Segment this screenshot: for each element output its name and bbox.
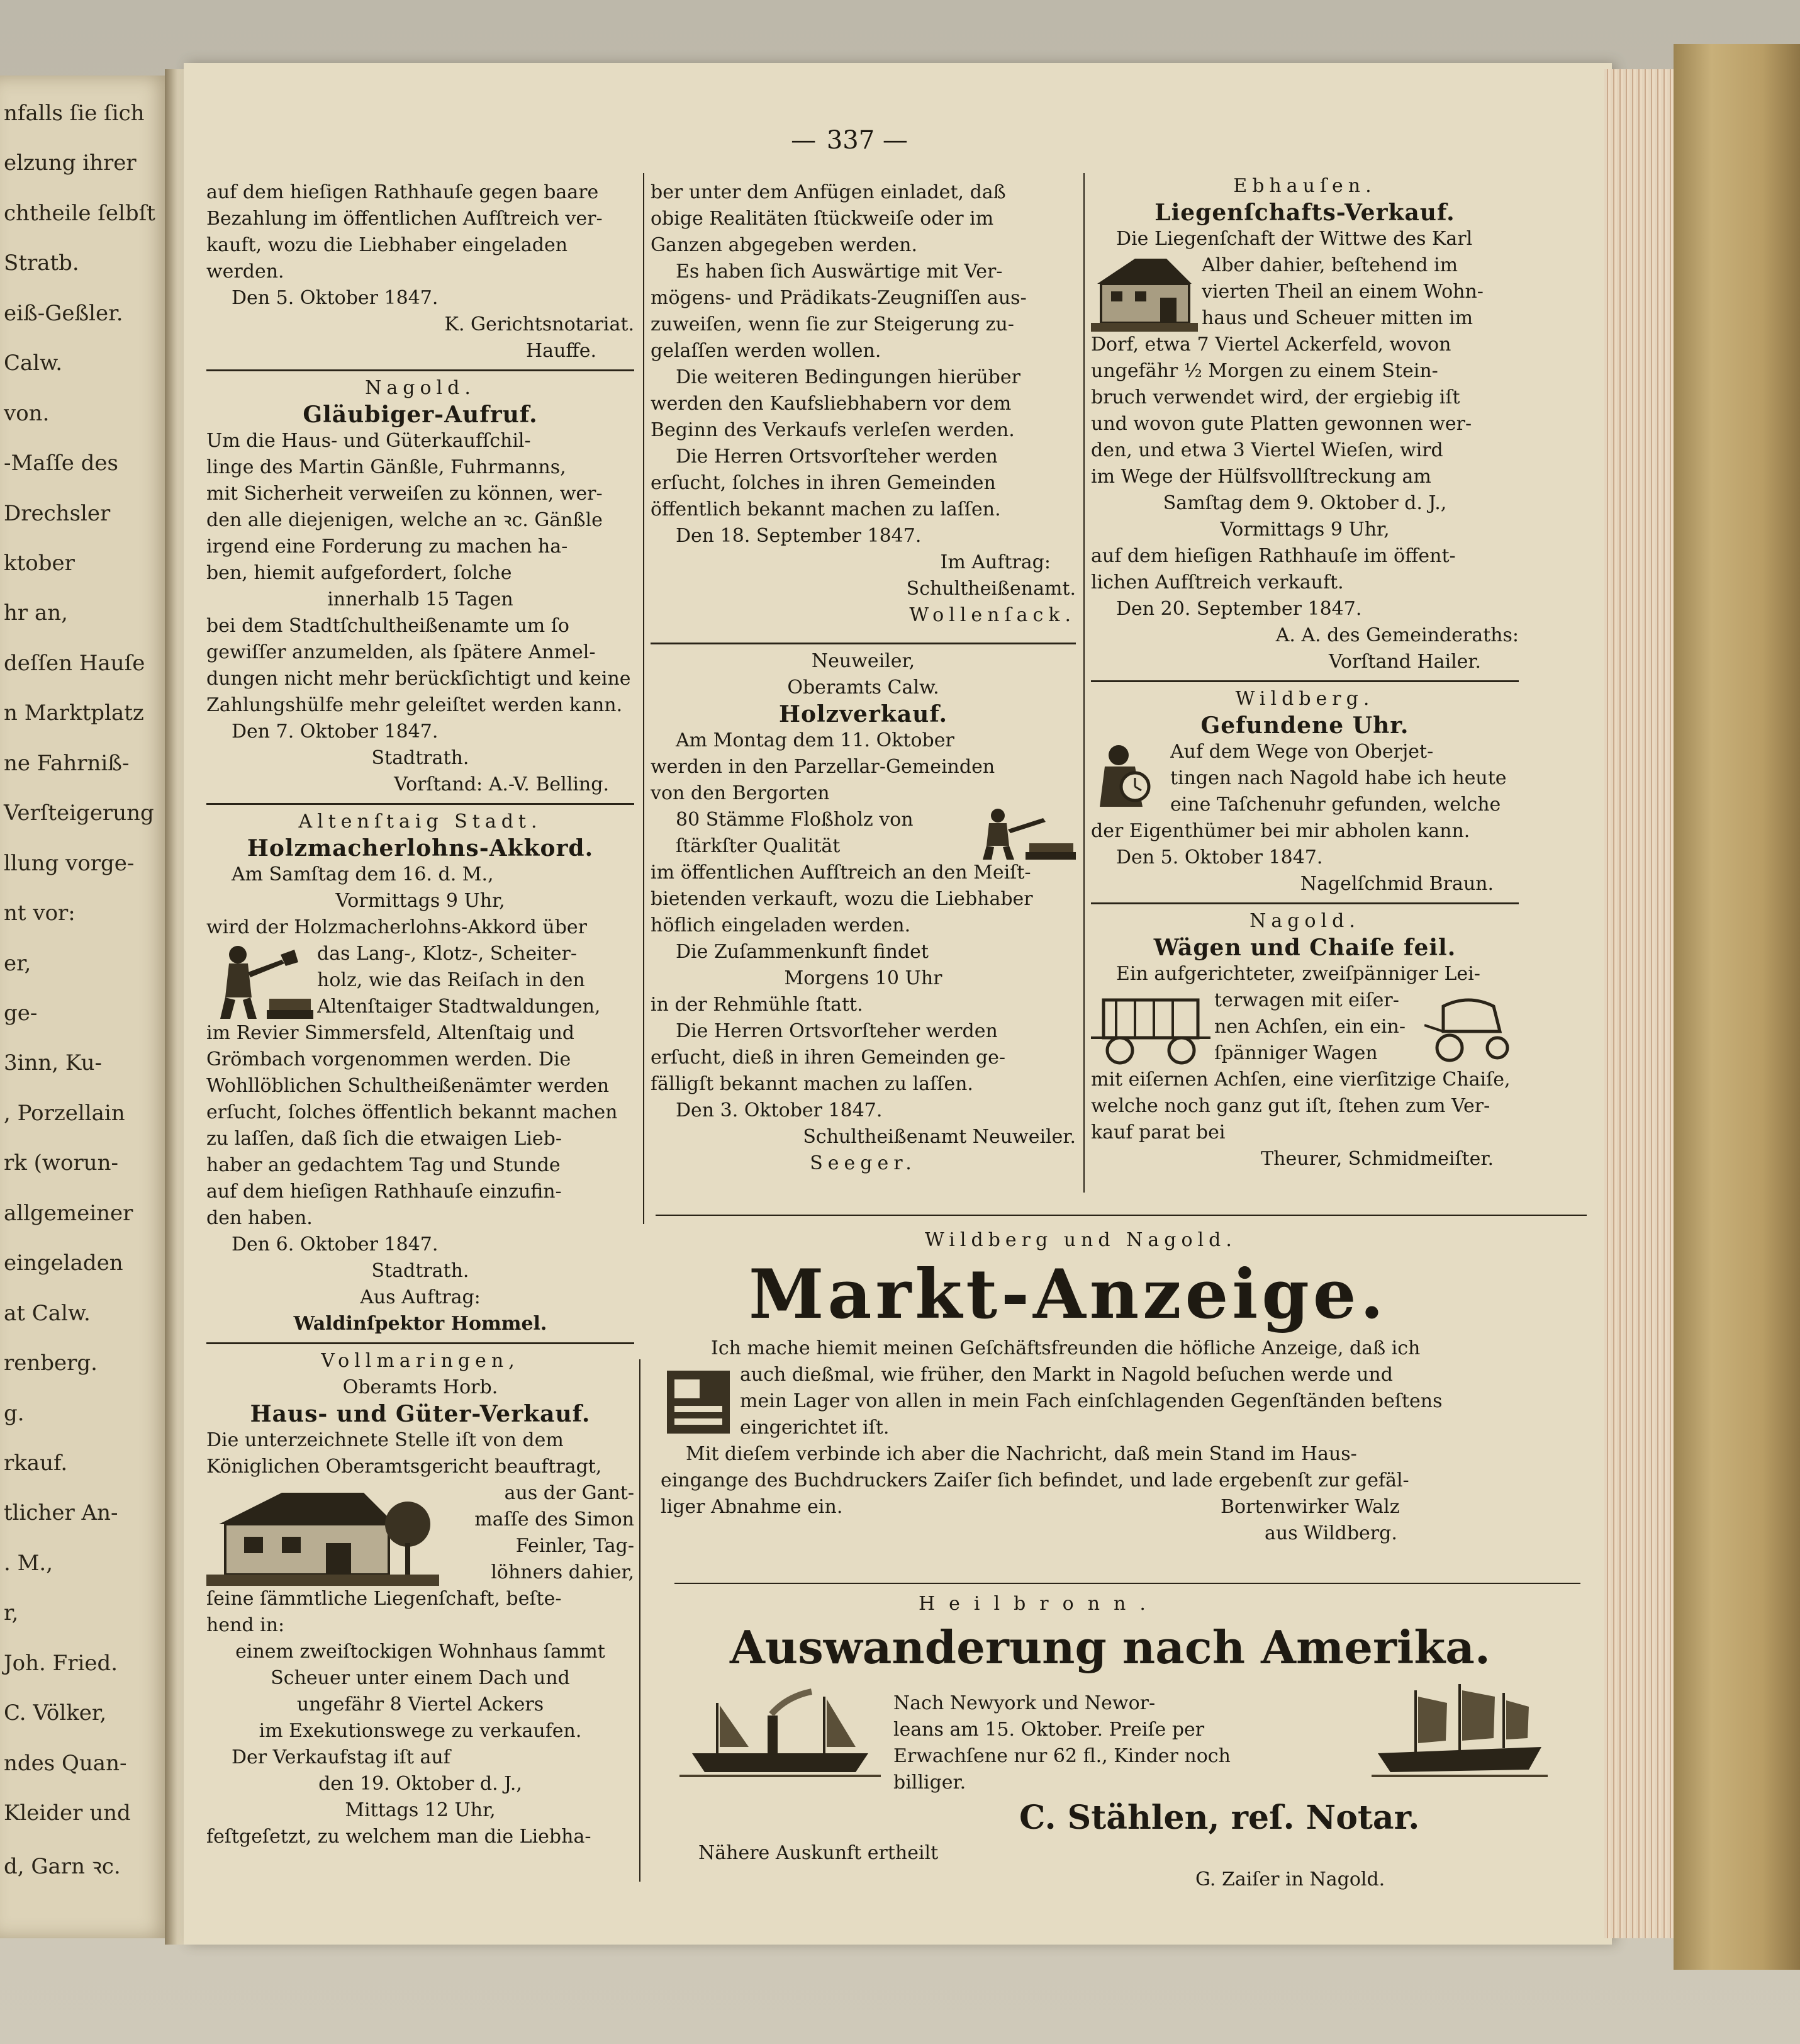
house-illustration-icon (206, 1480, 439, 1586)
text-line: eingange des Buchdruckers Zaiſer ſich befindet, und lade ergebenſt zur gefäl- (661, 1469, 1409, 1491)
notice-signature: Schultheißenamt. (906, 578, 1076, 600)
woodcutter-illustration-icon (969, 807, 1076, 860)
text-line: zuweiſen, wenn ſie zur Steigerung zu- (651, 313, 1014, 335)
previous-page-fragment: Calw. (4, 351, 63, 376)
notice-signature: Hauffe. (526, 340, 596, 362)
text-line: feſtgeſetzt, zu welchem man die Liebha- (206, 1826, 591, 1848)
text-line: den, und etwa 3 Viertel Wieſen, wird (1091, 439, 1443, 461)
previous-page-fragment: deſſen Hauſe (4, 650, 145, 676)
previous-page-fragment: allgemeiner (4, 1200, 133, 1226)
notice-title: Gläubiger-Aufruf. (303, 402, 538, 428)
column-3 (1091, 173, 1519, 1172)
text-line: werden in den Parzellar-Gemeinden (651, 756, 995, 778)
notice-title: Markt-Anzeige. (749, 1255, 1388, 1334)
notary-signature: C. Stählen, reſ. Notar. (1019, 1799, 1420, 1837)
markt-anzeige-notice (661, 1227, 1529, 1547)
woodcut-block (206, 941, 634, 1020)
page-edges (1604, 69, 1680, 1938)
text-line: werden. (206, 261, 284, 283)
text-line: linge des Martin Gänßle, Fuhrmanns, (206, 456, 566, 478)
text-line: Vormittags 9 Uhr, (1220, 519, 1390, 541)
divider (206, 1342, 634, 1344)
column-divider (1083, 173, 1085, 1193)
continued-notice (206, 179, 634, 364)
text-line: mein Lager von allen in mein Fach einſchlagenden Gegenſtänden beſtens (740, 1390, 1443, 1412)
previous-page-fragment: rk (worun- (4, 1150, 119, 1176)
continued-notice (651, 179, 1076, 629)
text-line: im Revier Simmersfeld, Altenſtaig und (206, 1022, 574, 1044)
text-line: gewiſſer anzumelden, als ſpätere Anmel- (206, 641, 596, 663)
previous-page-fragment: Drechsler (4, 500, 111, 526)
previous-page-fragment: nfalls ſie ſich (4, 101, 145, 126)
text-line: mögens- und Prädikats-Zeugniſſen aus- (651, 287, 1027, 309)
text-line: Zahlungshülfe mehr geleiſtet werden kann. (206, 694, 623, 716)
text-line: Vormittags 9 Uhr, (335, 890, 505, 912)
previous-page-fragment: . M., (4, 1550, 53, 1576)
text-line: haus und Scheuer mitten im (1202, 307, 1473, 329)
text-line: Dorf, etwa 7 Viertel Ackerfeld, wovon (1091, 334, 1451, 356)
text-line: bei dem Stadtſchultheißenamte um ſo (206, 615, 569, 637)
previous-page-fragment: , Porzellain (4, 1100, 125, 1126)
notice-place: Altenſtaig Stadt. (298, 811, 542, 833)
previous-page-fragment: nt vor: (4, 901, 75, 926)
text-line: auf dem hieſigen Rathhauſe gegen baare (206, 181, 599, 203)
text-line: dungen nicht mehr berückſichtigt und keine (206, 668, 631, 690)
notice-title: Wägen und Chaiſe feil. (1153, 935, 1456, 961)
text-line: tingen nach Nagold habe ich heute (1170, 767, 1507, 789)
previous-page-fragment: hr an, (4, 600, 68, 626)
divider (1091, 680, 1519, 682)
divider (206, 369, 634, 371)
text-line: lichen Aufſtreich verkauft. (1091, 571, 1344, 593)
text-line: irgend eine Forderung zu machen ha- (206, 536, 568, 558)
notice-signature: Theurer, Schmidmeiſter. (1261, 1148, 1494, 1170)
notice-date: Den 5. Oktober 1847. (1116, 846, 1323, 868)
text-line: terwagen mit eiſer- (1214, 989, 1399, 1011)
text-line: im öffentlichen Aufſtreich an den Meiſt- (651, 862, 1031, 884)
text-line: in der Rehmühle ſtatt. (651, 994, 863, 1016)
notice-signature: Vorſtand: A.-V. Belling. (394, 773, 609, 795)
text-line: ungefähr 8 Viertel Ackers (296, 1693, 544, 1716)
text-line: erſucht, ſolches öffentlich bekannt machen (206, 1101, 618, 1123)
previous-page-fragment: Stratb. (4, 250, 79, 276)
house-illustration-icon (1091, 252, 1198, 332)
text-line: nen Achſen, ein ein- (1214, 1016, 1406, 1038)
previous-page-fragment: d, Garn ꝛc. (4, 1853, 121, 1879)
notice-title: Auswanderung nach Amerika. (730, 1620, 1490, 1674)
text-line: Nach Newyork und Newor- (893, 1692, 1156, 1714)
text-line: im Wege der Hülfsvollſtreckung am (1091, 466, 1431, 488)
column-divider (639, 1359, 640, 1882)
previous-page-fragment: r, (4, 1600, 19, 1626)
book-cover (1674, 44, 1800, 1970)
woodcut-block (206, 1480, 634, 1586)
woodcut-block (1091, 252, 1519, 332)
notice-title: Holzverkauf. (778, 701, 948, 727)
text-line: im Exekutionswege zu verkaufen. (259, 1720, 582, 1742)
previous-page-fragment: eiß-Geßler. (4, 300, 123, 326)
notice-place: Wildberg. (1235, 688, 1375, 710)
previous-page-fragment: -Maſſe des (4, 451, 119, 476)
previous-page-fragment: elzung ihrer (4, 150, 137, 176)
text-line: Bezahlung im öffentlichen Aufſtreich ver- (206, 208, 603, 230)
notice-signature: Stadtrath. (371, 1260, 469, 1282)
text-line: bietenden verkauft, wozu die Liebhaber (651, 888, 1033, 910)
text-line: erſucht, ſolches in ihren Gemeinden (651, 472, 996, 494)
notice-title: Liegenſchafts-Verkauf. (1154, 199, 1455, 226)
page-number-text: 337 (826, 126, 875, 155)
text-line: einem zweiſtockigen Wohnhaus ſammt (235, 1641, 605, 1663)
notice-date: Den 3. Oktober 1847. (676, 1099, 883, 1121)
text-line: Die Liegenſchaft der Wittwe des Karl (1116, 228, 1473, 250)
previous-page-fragment: 3inn, Ku- (4, 1050, 102, 1076)
woodcut-block (651, 807, 1076, 860)
text-line: auf dem hieſigen Rathhauſe einzufin- (206, 1181, 562, 1203)
text-line: Erwachſene nur 62 fl., Kinder noch (893, 1745, 1231, 1767)
text-line: werden den Kaufsliebhabern vor dem (651, 393, 1012, 415)
text-line: wird der Holzmacherlohns-Akkord über (206, 916, 587, 938)
text-line: Altenſtaiger Stadtwaldungen, (317, 996, 601, 1018)
notice-title: Gefundene Uhr. (1200, 712, 1409, 739)
notice-signature: aus Wildberg. (1265, 1522, 1397, 1544)
text-line: kauf parat bei (1091, 1121, 1226, 1143)
text-line: liger Abnahme ein. (661, 1496, 843, 1518)
text-line: das Lang-, Klotz-, Scheiter- (317, 943, 578, 965)
previous-page-fragment: Kleider und (4, 1800, 131, 1826)
text-line: mit eiſernen Achſen, eine vierſitzige Chaiſe, (1091, 1069, 1511, 1091)
page-number: — 337 — (791, 126, 908, 155)
text-line: löhners dahier, (491, 1561, 634, 1583)
section-rule (674, 1583, 1580, 1584)
previous-page-fragment: chtheile ſelbſt (4, 200, 155, 226)
text-line: eingerichtet iſt. (740, 1417, 890, 1439)
text-line: Beginn des Verkaufs verleſen werden. (651, 419, 1015, 441)
text-line: haber an gedachtem Tag und Stunde (206, 1154, 561, 1176)
text-line: ungefähr ½ Morgen zu einem Stein- (1091, 360, 1438, 382)
previous-page-fragment: llung vorge- (4, 850, 135, 876)
text-line: ber unter dem Anfügen einladet, daß (651, 181, 1006, 203)
previous-page-fragment: ktober (4, 551, 75, 576)
text-line: Ich mache hiemit meinen Geſchäftsfreunden die höfliche Anzeige, daß ich (711, 1337, 1421, 1359)
text-line: aus der Gant- (504, 1482, 634, 1504)
wagon-illustration-icon (1091, 987, 1210, 1067)
text-line: Nähere Auskunft ertheilt (698, 1842, 939, 1864)
text-line: und wovon gute Platten gewonnen wer- (1091, 413, 1472, 435)
text-line: auch dießmal, wie früher, den Markt in Nagold beſuchen werde und (740, 1364, 1393, 1386)
text-line: Mit dieſem verbinde ich aber die Nachricht, daß mein Stand im Haus- (686, 1443, 1357, 1465)
previous-page (0, 76, 171, 1938)
notice-place: Nagold. (1249, 910, 1360, 932)
text-line: eine Taſchenuhr gefunden, welche (1170, 794, 1501, 816)
text-line: gelaſſen werden wollen. (651, 340, 881, 362)
previous-page-fragment: rkauf. (4, 1451, 68, 1476)
previous-page-fragment: g. (4, 1400, 25, 1426)
notice-signature: Bortenwirker Walz (1221, 1496, 1400, 1518)
previous-page-fragment: Joh. Fried. (4, 1650, 118, 1676)
text-line: Grömbach vorgenommen werden. Die (206, 1048, 571, 1070)
column-2 (651, 179, 1076, 1177)
text-line: holz, wie das Reiſach in den (317, 969, 585, 991)
text-line: den 19. Oktober d. J., (318, 1773, 522, 1795)
text-line: Feinler, Tag- (515, 1535, 634, 1557)
previous-page-fragment: ge- (4, 1001, 38, 1026)
notice-waegen-chaise (1091, 908, 1519, 1172)
notice-signature: Stadtrath. (371, 747, 469, 769)
text-line: öffentlich bekannt machen zu laſſen. (651, 498, 1001, 520)
notice-signature: Seeger. (810, 1152, 917, 1174)
text-line: Ganzen abgegeben werden. (651, 234, 917, 256)
text-line: Wohllöblichen Schultheißenämter werden (206, 1075, 610, 1097)
notice-liegenschaft (1091, 173, 1519, 675)
woodcutter-illustration-icon (206, 941, 313, 1020)
text-line: Samſtag dem 9. Oktober d. J., (1163, 492, 1447, 514)
printer-imprint: G. Zaiſer in Nagold. (1195, 1868, 1385, 1890)
notice-gefundene-uhr (1091, 686, 1519, 897)
column-1 (206, 179, 634, 1850)
text-line: der Eigenthümer bei mir abholen kann. (1091, 820, 1470, 842)
text-line: Am Montag dem 11. Oktober (676, 729, 954, 751)
text-line: Mittags 12 Uhr, (345, 1799, 496, 1821)
text-line: zu laſſen, daß ſich die etwaigen Lieb- (206, 1128, 562, 1150)
previous-page-fragment: renberg. (4, 1350, 98, 1376)
chaise-carriage-illustration-icon (1424, 987, 1519, 1067)
previous-page-fragment: ne Fahrniß- (4, 750, 130, 776)
text-line: kauft, wozu die Liebhaber eingeladen (206, 234, 568, 256)
text-line: Es haben ſich Auswärtige mit Ver- (676, 261, 1003, 283)
previous-page-fragment: er, (4, 950, 31, 976)
text-line: ſtärkſter Qualität (676, 835, 841, 857)
text-line: Der Verkaufstag iſt auf (232, 1746, 450, 1768)
previous-page-fragment: Verſteigerung (4, 800, 154, 826)
text-line: höflich eingeladen werden. (651, 914, 911, 936)
notice-date: Den 18. September 1847. (676, 525, 922, 547)
notice-holzmacher (206, 809, 634, 1337)
text-line: leans am 15. Oktober. Preiſe per (893, 1719, 1205, 1741)
previous-page-fragment: n Marktplatz (4, 700, 144, 726)
notice-place: Heilbronn. (919, 1593, 1160, 1615)
notice-date: Den 7. Oktober 1847. (232, 721, 439, 743)
steamship-illustration-icon (679, 1678, 881, 1785)
notice-place: Ebhauſen. (1233, 175, 1377, 197)
text-line: Die Herren Ortsvorſteher werden (676, 1020, 998, 1042)
notice-place: Nagold. (365, 377, 476, 399)
text-line: Auf dem Wege von Oberjet- (1170, 741, 1434, 763)
text-line: erſucht, dieß in ihren Gemeinden ge- (651, 1047, 1005, 1069)
text-line: innerhalb 15 Tagen (327, 588, 513, 610)
text-line: Die unterzeichnete Stelle iſt von dem (206, 1429, 564, 1451)
text-line: fälligſt bekannt machen zu laſſen. (651, 1073, 973, 1095)
section-rule (656, 1215, 1587, 1216)
notice-signature: Schultheißenamt Neuweiler. (803, 1126, 1076, 1148)
previous-page-fragment: C. Völker, (4, 1700, 107, 1726)
notice-title: Holzmacherlohns-Akkord. (247, 835, 594, 862)
text-line: den alle diejenigen, welche an ꝛc. Gänßle (206, 509, 603, 531)
notice-date: Den 6. Oktober 1847. (232, 1233, 439, 1255)
notice-signature: Vorſtand Hailer. (1329, 651, 1481, 673)
woodcut-block (1091, 987, 1519, 1067)
text-line: hend in: (206, 1614, 285, 1636)
text-line: Ein aufgerichteter, zweiſpänniger Lei- (1116, 963, 1480, 985)
notice-signature: Im Auftrag: (940, 551, 1051, 573)
notice-signature: Waldinſpektor Hommel. (293, 1313, 547, 1335)
divider (206, 803, 634, 805)
text-line: von den Bergorten (651, 782, 830, 804)
notice-place: Neuweiler, (811, 650, 915, 672)
sailing-ship-illustration-icon (1372, 1678, 1548, 1785)
notice-place: Vollmaringen, (321, 1350, 520, 1372)
text-line: ben, hiemit aufgefordert, ſolche (206, 562, 512, 584)
pocket-watch-illustration-icon (1091, 739, 1166, 818)
text-line: vierten Theil an einem Wohn- (1202, 281, 1484, 303)
notice-place: Wildberg und Nagold. (925, 1229, 1237, 1251)
text-line: billiger. (893, 1772, 966, 1794)
divider (1091, 902, 1519, 904)
previous-page-fragment: at Calw. (4, 1300, 91, 1326)
text-line: Am Samſtag dem 16. d. M., (232, 863, 494, 885)
notice-signature: Wollenſack. (909, 604, 1076, 626)
notice-signature: Nagelſchmid Braun. (1300, 873, 1494, 895)
text-line: ſpänniger Wagen (1214, 1042, 1378, 1064)
notice-place: Oberamts Calw. (787, 677, 939, 699)
text-line: bruch verwendet wird, der ergiebig iſt (1091, 386, 1460, 408)
text-line: Die weiteren Bedingungen hierüber (676, 366, 1020, 388)
text-line: obige Realitäten ſtückweiſe oder im (651, 208, 994, 230)
merchant-stall-illustration-icon (661, 1362, 736, 1441)
notice-glaeubiger (206, 375, 634, 798)
notice-date: Den 5. Oktober 1847. (232, 287, 439, 309)
notice-date: Den 20. September 1847. (1116, 598, 1362, 620)
woodcut-block (679, 1678, 1548, 1796)
text-line: maſſe des Simon (474, 1508, 634, 1530)
previous-page-fragment: von. (4, 400, 50, 426)
previous-page-fragment: eingeladen (4, 1250, 123, 1276)
column-divider (643, 173, 644, 1224)
text-line: Königlichen Oberamtsgericht beauftragt, (206, 1456, 602, 1478)
notice-signature: Aus Auftrag: (360, 1286, 481, 1308)
woodcut-block (661, 1362, 1529, 1441)
notice-title: Haus- und Güter-Verkauf. (250, 1401, 591, 1427)
text-line: den haben. (206, 1207, 313, 1229)
text-line: Alber dahier, beſtehend im (1202, 254, 1458, 276)
notice-holzverkauf (651, 648, 1076, 1177)
notice-signature: K. Gerichtsnotariat. (444, 313, 634, 335)
text-line: welche noch ganz gut iſt, ſtehen zum Ver- (1091, 1095, 1490, 1117)
notice-place: Oberamts Horb. (342, 1376, 498, 1398)
text-line: Die Herren Ortsvorſteher werden (676, 446, 998, 468)
text-line: Die Zuſammenkunft findet (676, 941, 929, 963)
text-line: ſeine ſämmtliche Liegenſchaft, beſte- (206, 1588, 562, 1610)
divider (651, 643, 1076, 644)
text-line: auf dem hieſigen Rathhauſe im öffent- (1091, 545, 1456, 567)
auswanderung-notice (679, 1591, 1548, 1893)
notice-signature: A. A. des Gemeinderaths: (1275, 624, 1519, 646)
woodcut-block (1091, 739, 1519, 818)
text-line: Scheuer unter einem Dach und (271, 1667, 570, 1689)
text-line: 80 Stämme Floßholz von (676, 809, 914, 831)
text-line: Um die Haus- und Güterkaufſchil- (206, 430, 531, 452)
previous-page-fragment: ndes Quan- (4, 1750, 127, 1776)
text-line: mit Sicherheit verweiſen zu können, wer- (206, 483, 603, 505)
previous-page-fragment: tlicher An- (4, 1500, 118, 1526)
text-line: Morgens 10 Uhr (784, 967, 942, 989)
notice-haus-gueter (206, 1348, 634, 1850)
